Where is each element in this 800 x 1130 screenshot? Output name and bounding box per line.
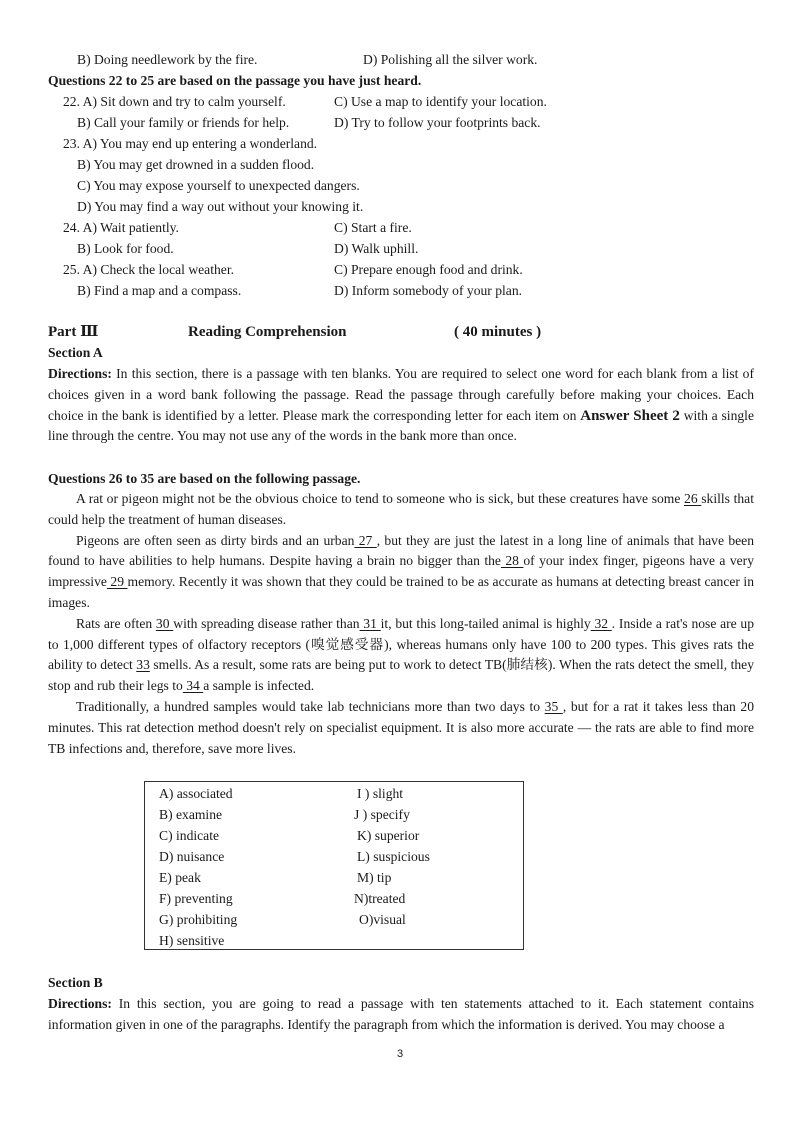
word-bank-item: C) indicate — [159, 828, 220, 843]
word-bank-item: L) suspicious — [357, 849, 430, 864]
questions-22-25-heading: Questions 22 to 25 are based on the passage you have just heard. — [48, 73, 422, 88]
option-25-d: D) Inform somebody of your plan. — [334, 283, 523, 298]
blank-34: 34 — [182, 678, 204, 694]
directions-text: In this section, there is a passage with ten blanks. You are required to select one word for each blank from a list of choices given in a word bank following the passage. Read the passage through carefully before making your choices. Each choice in the bank is identified by a letter. Please mark the corresponding letter for each item on — [48, 366, 754, 423]
page-number: 3 — [396, 1048, 404, 1060]
answer-sheet-label: Answer Sheet 2 — [580, 407, 680, 424]
passage-text: smells. As a result, some rats are being put to work to detect TB(肺结核). When the rats detect the smell, they stop and rub their legs to — [48, 657, 754, 694]
passage-text: . Inside a rat's nose are up to 1,000 different types of olfactory receptors (嗅觉感受器), whereas humans only have 100 to 200 types. This gives rats the ability to detect — [48, 615, 755, 673]
option-21-d: D) Polishing all the silver work. — [363, 52, 538, 67]
passage-text: , but they are just the latest in a long line of animals that have been found to have abilities to help humans. Despite having a brain no bigger than the — [48, 532, 754, 569]
part-title: Reading Comprehension — [188, 324, 347, 340]
passage-text: A rat or pigeon might not be the obvious choice to tend to someone who is sick, but these creatures have some — [76, 491, 685, 506]
word-bank-item: N)treated — [354, 891, 406, 906]
word-bank-item: E) peak — [159, 870, 201, 885]
questions-26-35-heading: Questions 26 to 35 are based on the following passage. — [48, 471, 361, 486]
word-bank-item: D) nuisance — [159, 849, 225, 864]
directions-label: Directions: — [48, 996, 112, 1011]
section-b-heading: Section B — [48, 975, 103, 990]
option-24-d: D) Walk uphill. — [334, 241, 419, 256]
word-bank-item: H) sensitive — [159, 933, 225, 948]
option-23-d: D) You may find a way out without your knowing it. — [77, 199, 364, 214]
blank-26: 26 — [684, 491, 702, 506]
word-bank-item: G) prohibiting — [159, 912, 238, 927]
passage-paragraph-1 — [48, 489, 754, 531]
blank-35: 35 — [544, 698, 563, 714]
option-24-c: C) Start a fire. — [334, 220, 412, 235]
passage-text: , but for a rat it takes less than 20 minutes. This rat detection method doesn't rely on specialist equipment. It is also more accurate — the rats are able to find more TB infections and, therefore, save more lives. — [48, 698, 754, 756]
blank-29: 29 — [106, 574, 128, 590]
reading-passage — [48, 489, 754, 759]
passage-text: with spreading disease rather than — [173, 615, 360, 631]
passage-text: Pigeons are often seen as dirty birds and an urban — [76, 532, 355, 548]
word-bank-item: A) associated — [159, 786, 233, 801]
blank-33: 33 — [136, 657, 150, 673]
section-b-directions — [48, 994, 754, 1036]
option-22-a: 22. A) Sit down and try to calm yourself. — [63, 94, 286, 109]
passage-text: Traditionally, a hundred samples would take lab technicians more than two days to — [76, 698, 545, 714]
word-bank-item: M) tip — [357, 870, 392, 885]
word-bank-item: I ) slight — [357, 786, 404, 801]
option-24-b: B) Look for food. — [77, 241, 174, 256]
directions-label: Directions: — [48, 366, 112, 381]
directions-tail: with a single line through the centre. You may not use any of the words in the bank more than once. — [48, 407, 754, 444]
word-bank-item: K) superior — [357, 828, 420, 843]
passage-text: skills that could help the treatment of human diseases. — [48, 491, 754, 527]
option-24-a: 24. A) Wait patiently. — [63, 220, 179, 235]
option-25-b: B) Find a map and a compass. — [77, 283, 242, 298]
option-25-a: 25. A) Check the local weather. — [63, 262, 234, 277]
section-a-heading: Section A — [48, 345, 103, 360]
option-25-c: C) Prepare enough food and drink. — [334, 262, 523, 277]
passage-text: memory. Recently it was shown that they could be trained to be as accurate as humans at detecting breast cancer in images. — [48, 574, 754, 610]
option-22-c: C) Use a map to identify your location. — [334, 94, 547, 109]
word-bank-item: O)visual — [359, 912, 406, 927]
directions-text: In this section, you are going to read a passage with ten statements attached to it. Each statement contains information given in one of the paragraphs. Identify the paragraph from which the information is derived. You may choose a — [48, 996, 754, 1032]
passage-text: Rats are often — [76, 615, 156, 631]
blank-28: 28 — [500, 553, 524, 569]
option-21-b: B) Doing needlework by the fire. — [77, 52, 258, 67]
word-bank-item: F) preventing — [159, 891, 233, 906]
passage-text: a sample is infected. — [203, 678, 315, 694]
blank-32: 32 — [590, 615, 612, 631]
passage-text: it, but this long-tailed animal is highly — [380, 615, 591, 631]
option-22-b: B) Call your family or friends for help. — [77, 115, 290, 130]
passage-paragraph-2 — [48, 531, 754, 614]
passage-paragraph-4 — [48, 697, 754, 759]
blank-31: 31 — [359, 615, 381, 631]
option-22-d: D) Try to follow your footprints back. — [334, 115, 541, 130]
section-a-directions — [48, 364, 754, 447]
word-bank — [144, 781, 524, 950]
part-label: Part Ⅲ — [48, 324, 99, 340]
blank-27: 27 — [354, 532, 377, 548]
blank-30: 30 — [155, 615, 174, 631]
passage-text: of your index finger, pigeons have a very impressive — [48, 553, 754, 590]
word-bank-item: J ) specify — [354, 807, 410, 822]
passage-paragraph-3 — [48, 614, 754, 697]
option-23-c: C) You may expose yourself to unexpected dangers. — [77, 178, 360, 193]
option-23-b: B) You may get drowned in a sudden flood. — [77, 157, 315, 172]
word-bank-item: B) examine — [159, 807, 223, 822]
part-time: ( 40 minutes ) — [454, 324, 542, 340]
option-23-a: 23. A) You may end up entering a wonderland. — [63, 136, 318, 151]
